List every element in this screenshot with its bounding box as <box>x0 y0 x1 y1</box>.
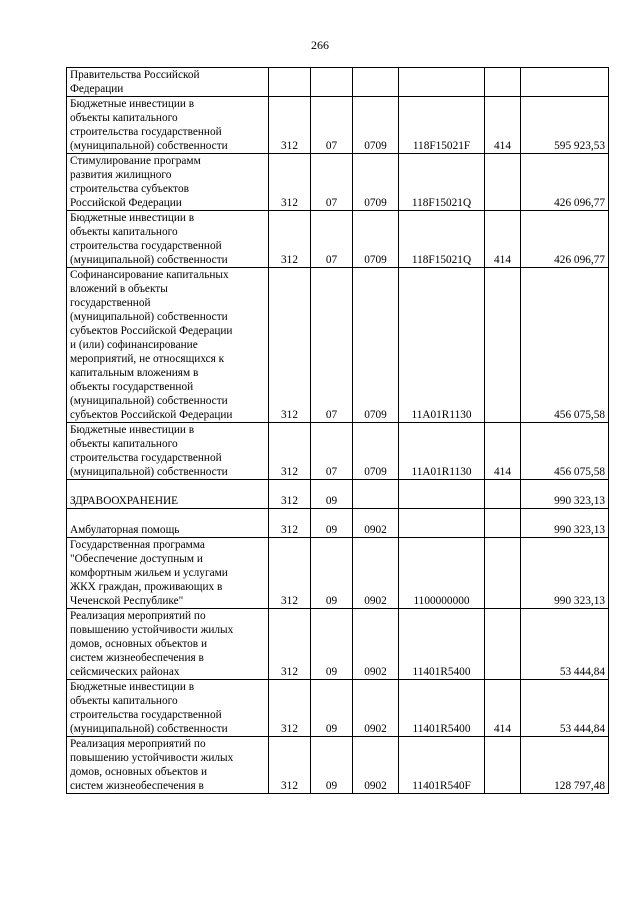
cell-name-line <box>70 509 265 523</box>
cell-name-line: объекты капитального <box>70 226 178 238</box>
cell-name-line: Бюджетные инвестиции в <box>70 424 195 436</box>
cell-gr: 312 <box>269 423 311 480</box>
cell-csr: 11401R5400 <box>399 609 485 680</box>
cell-name-line <box>70 480 265 494</box>
cell-amount: 426 096,77 <box>521 211 609 268</box>
cell-name-line: (муниципальной) собственности <box>70 395 228 407</box>
cell-name-line: мероприятий, не относящихся к <box>70 353 225 365</box>
cell-pr: 0709 <box>353 97 399 154</box>
cell-vr <box>485 480 521 509</box>
cell-csr: 11А01R1130 <box>399 268 485 423</box>
table-row <box>67 509 609 538</box>
cell-name-line: государственной <box>70 297 151 309</box>
cell-gr <box>269 68 311 97</box>
table-row <box>67 68 609 97</box>
cell-csr: 118F15021Q <box>399 211 485 268</box>
page-number: 266 <box>311 38 329 52</box>
cell-vr: 414 <box>485 211 521 268</box>
cell-vr <box>485 154 521 211</box>
cell-name-line: Бюджетные инвестиции в <box>70 212 195 224</box>
cell-name-line: систем жизнеобеспечения в <box>70 780 204 792</box>
cell-amount: 456 075,58 <box>521 423 609 480</box>
cell-name-line: объекты капитального <box>70 112 178 124</box>
cell-gr: 312 <box>269 480 311 509</box>
cell-pr: 0902 <box>353 538 399 609</box>
cell-amount <box>521 68 609 97</box>
cell-name-line: объекты капитального <box>70 438 178 450</box>
cell-name-line: капитальным вложениям в <box>70 367 199 379</box>
cell-name-line: (муниципальной) собственности <box>70 311 228 323</box>
cell-name-line: строительства государственной <box>70 709 222 721</box>
cell-vr <box>485 609 521 680</box>
cell-csr <box>399 68 485 97</box>
cell-name-line: повышению устойчивости жилых <box>70 624 234 636</box>
cell-name <box>67 423 269 480</box>
cell-name-line: строительства государственной <box>70 240 222 252</box>
cell-rz: 07 <box>311 423 353 480</box>
cell-rz: 09 <box>311 538 353 609</box>
cell-amount: 426 096,77 <box>521 154 609 211</box>
cell-gr: 312 <box>269 538 311 609</box>
cell-name-line: Реализация мероприятий по <box>70 738 206 750</box>
cell-gr: 312 <box>269 609 311 680</box>
cell-name <box>67 680 269 737</box>
cell-name-line: (муниципальной) собственности <box>70 140 228 152</box>
cell-name <box>67 609 269 680</box>
table-row <box>67 538 609 609</box>
cell-pr: 0709 <box>353 154 399 211</box>
cell-name-line: строительства государственной <box>70 126 222 138</box>
cell-name-line: Реализация мероприятий по <box>70 610 206 622</box>
cell-rz <box>311 68 353 97</box>
cell-amount: 456 075,58 <box>521 268 609 423</box>
cell-vr <box>485 538 521 609</box>
cell-name-line: повышению устойчивости жилых <box>70 752 234 764</box>
cell-pr <box>353 68 399 97</box>
cell-rz: 09 <box>311 609 353 680</box>
cell-gr: 312 <box>269 97 311 154</box>
cell-name <box>67 268 269 423</box>
cell-name-line: Государственная программа <box>70 539 205 551</box>
cell-name-line: ЖКХ граждан, проживающих в <box>70 581 223 593</box>
cell-vr <box>485 509 521 538</box>
cell-amount: 990 323,13 <box>521 480 609 509</box>
cell-name <box>67 538 269 609</box>
table-row <box>67 268 609 423</box>
cell-rz: 09 <box>311 509 353 538</box>
cell-pr <box>353 480 399 509</box>
cell-name <box>67 480 269 509</box>
cell-name-line: Российской Федерации <box>70 197 182 209</box>
cell-amount: 128 797,48 <box>521 737 609 794</box>
cell-pr: 0902 <box>353 609 399 680</box>
cell-rz: 07 <box>311 154 353 211</box>
cell-pr: 0709 <box>353 423 399 480</box>
cell-csr: 1100000000 <box>399 538 485 609</box>
cell-name-line: (муниципальной) собственности <box>70 466 228 478</box>
cell-name-line: строительства субъектов <box>70 183 189 195</box>
budget-table <box>66 67 609 794</box>
cell-pr: 0709 <box>353 268 399 423</box>
cell-name-line: комфортным жильем и услугами <box>70 567 228 579</box>
table-row <box>67 154 609 211</box>
cell-rz: 09 <box>311 737 353 794</box>
cell-name-line: Бюджетные инвестиции в <box>70 98 195 110</box>
cell-name <box>67 737 269 794</box>
cell-amount: 53 444,84 <box>521 680 609 737</box>
cell-name-line: Стимулирование программ <box>70 155 201 167</box>
cell-name-line: Амбулаторная помощь <box>70 524 180 536</box>
cell-csr: 11401R540F <box>399 737 485 794</box>
cell-name <box>67 211 269 268</box>
cell-vr: 414 <box>485 423 521 480</box>
cell-name-line: домов, основных объектов и <box>70 766 207 778</box>
cell-vr: 414 <box>485 97 521 154</box>
cell-name-line: Федерации <box>70 83 124 95</box>
cell-amount: 990 323,13 <box>521 538 609 609</box>
cell-name-line: сейсмических районах <box>70 666 180 678</box>
cell-amount: 990 323,13 <box>521 509 609 538</box>
cell-amount: 595 923,53 <box>521 97 609 154</box>
cell-amount: 53 444,84 <box>521 609 609 680</box>
cell-name-line: Бюджетные инвестиции в <box>70 681 195 693</box>
cell-name-line: систем жизнеобеспечения в <box>70 652 204 664</box>
table-row <box>67 480 609 509</box>
cell-gr: 312 <box>269 268 311 423</box>
cell-pr: 0902 <box>353 737 399 794</box>
cell-gr: 312 <box>269 154 311 211</box>
table-row <box>67 423 609 480</box>
table-row <box>67 737 609 794</box>
table-row <box>67 97 609 154</box>
cell-name-line: объекты капитального <box>70 695 178 707</box>
cell-name-line: домов, основных объектов и <box>70 638 207 650</box>
table-row <box>67 609 609 680</box>
cell-vr <box>485 68 521 97</box>
table-body <box>67 68 609 794</box>
cell-name <box>67 97 269 154</box>
cell-pr: 0902 <box>353 509 399 538</box>
table-row <box>67 211 609 268</box>
cell-rz: 07 <box>311 268 353 423</box>
cell-name-line: вложений в объекты <box>70 283 168 295</box>
cell-name-line: Софинансирование капитальных <box>70 269 229 281</box>
cell-name-line: ЗДРАВООХРАНЕНИЕ <box>70 495 179 507</box>
cell-gr: 312 <box>269 211 311 268</box>
cell-name-line: развития жилищного <box>70 169 172 181</box>
cell-csr <box>399 509 485 538</box>
cell-rz: 09 <box>311 680 353 737</box>
cell-name-line: Правительства Российской <box>70 69 200 81</box>
cell-name-line: (муниципальной) собственности <box>70 723 228 735</box>
cell-vr: 414 <box>485 680 521 737</box>
cell-name <box>67 68 269 97</box>
cell-gr: 312 <box>269 737 311 794</box>
cell-csr: 11401R5400 <box>399 680 485 737</box>
cell-name-line: Чеченской Республике" <box>70 595 184 607</box>
table-row <box>67 680 609 737</box>
cell-rz: 09 <box>311 480 353 509</box>
cell-pr: 0902 <box>353 680 399 737</box>
cell-name-line: строительства государственной <box>70 452 222 464</box>
cell-name-line: субъектов Российской Федерации <box>70 409 233 421</box>
cell-rz: 07 <box>311 97 353 154</box>
cell-gr: 312 <box>269 680 311 737</box>
cell-name-line: и (или) софинансирование <box>70 339 198 351</box>
cell-csr: 11А01R1130 <box>399 423 485 480</box>
cell-csr: 118F15021Q <box>399 154 485 211</box>
cell-name-line: "Обеспечение доступным и <box>70 553 203 565</box>
cell-name-line: (муниципальной) собственности <box>70 254 228 266</box>
cell-pr: 0709 <box>353 211 399 268</box>
cell-name <box>67 154 269 211</box>
cell-name-line: объекты государственной <box>70 381 194 393</box>
cell-csr <box>399 480 485 509</box>
cell-vr <box>485 268 521 423</box>
cell-name-line: субъектов Российской Федерации <box>70 325 233 337</box>
cell-csr: 118F15021F <box>399 97 485 154</box>
cell-rz: 07 <box>311 211 353 268</box>
cell-gr: 312 <box>269 509 311 538</box>
cell-vr <box>485 737 521 794</box>
cell-name <box>67 509 269 538</box>
